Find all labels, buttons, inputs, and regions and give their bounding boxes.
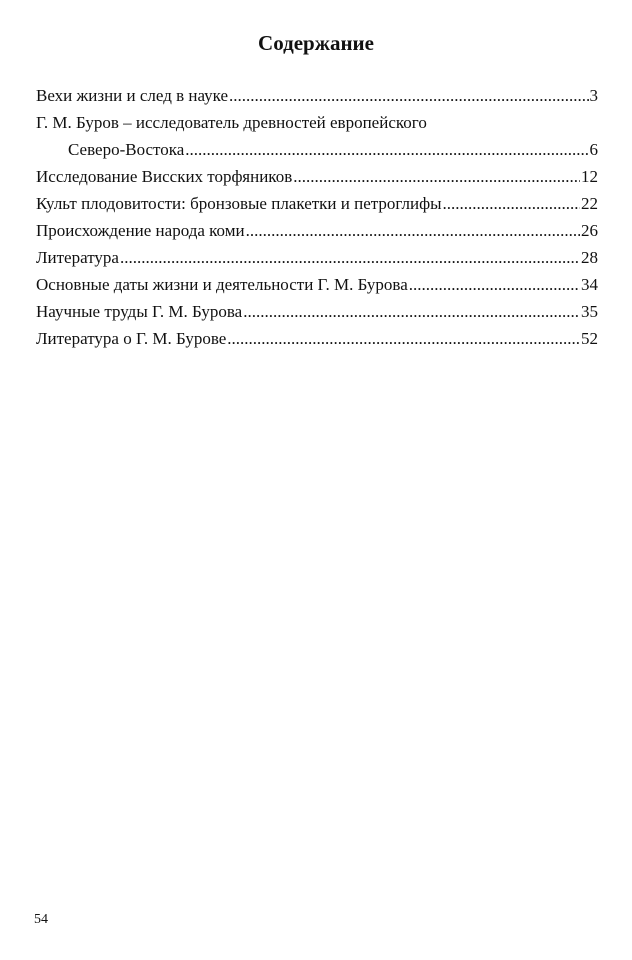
toc-entry-page: 12 [581, 167, 598, 186]
toc-leader-dots [229, 82, 588, 109]
toc-entry-title: Культ плодовитости: бронзовые плакетки и петроглифы [36, 194, 442, 213]
toc-entry [36, 163, 598, 190]
toc-entry [36, 82, 598, 109]
toc-entry-title: Литература [36, 248, 119, 267]
contents-heading: Содержание [258, 31, 374, 55]
toc-leader-dots [120, 244, 580, 271]
toc-entry-page: 34 [581, 275, 598, 294]
toc-entry-title-line2: Северо-Востока [68, 140, 185, 159]
toc-leader-dots [246, 217, 580, 244]
toc-entry [36, 298, 598, 325]
toc-leader-dots [227, 325, 580, 352]
toc-entry-page: 28 [581, 248, 598, 267]
toc-entry-title: Литература о Г. М. Бурове [36, 329, 227, 348]
table-of-contents [36, 82, 598, 352]
toc-entry-title-line1: Г. М. Буров – исследователь древностей европейского [36, 113, 427, 132]
toc-entry [36, 190, 598, 217]
toc-leader-dots [443, 190, 580, 217]
page-number: 54 [34, 912, 48, 927]
toc-leader-dots [243, 298, 580, 325]
toc-entry [36, 325, 598, 352]
toc-entry-title: Основные даты жизни и деятельности Г. М. Бурова [36, 275, 408, 294]
toc-entry [36, 217, 598, 244]
toc-entry-page: 52 [581, 329, 598, 348]
toc-entry [36, 109, 598, 163]
toc-entry-page: 35 [581, 302, 598, 321]
toc-leader-dots [293, 163, 580, 190]
toc-entry [36, 271, 598, 298]
toc-entry-page: 22 [581, 194, 598, 213]
toc-entry-title: Исследование Висских торфяников [36, 167, 293, 186]
toc-entry-title: Научные труды Г. М. Бурова [36, 302, 243, 321]
toc-entry-page: 26 [581, 221, 598, 240]
toc-leader-dots [185, 136, 588, 163]
toc-leader-dots [409, 271, 580, 298]
toc-entry-page: 6 [589, 140, 598, 159]
toc-entry-page: 3 [589, 86, 598, 105]
toc-entry [36, 244, 598, 271]
toc-entry-title: Вехи жизни и след в науке [36, 86, 229, 105]
toc-entry-title: Происхождение народа коми [36, 221, 245, 240]
